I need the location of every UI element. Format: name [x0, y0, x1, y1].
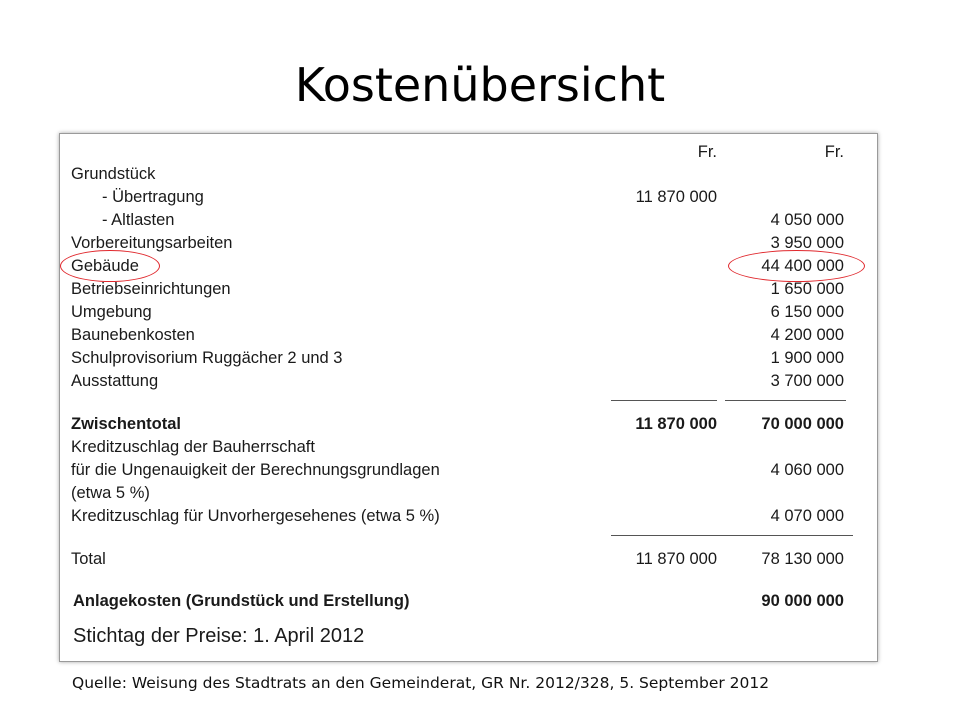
table-row: [60, 459, 877, 482]
column-header-2: Fr.: [824, 143, 844, 161]
row-label: Grundstück: [71, 165, 156, 183]
table-row: [60, 370, 877, 393]
table-row: [60, 163, 877, 186]
row-value-col2: 3 950 000: [770, 234, 844, 252]
row-label: Vorbereitungsarbeiten: [71, 234, 233, 252]
row-value-col2: 1 650 000: [770, 280, 844, 298]
row-label: Zwischentotal: [71, 415, 182, 433]
row-value-col2: 3 700 000: [770, 372, 844, 390]
total-rule: [611, 535, 853, 536]
row-label: Ausstattung: [71, 372, 159, 390]
table-row: [60, 278, 877, 301]
row-label: Gebäude: [71, 257, 139, 275]
row-label: Schulprovisorium Ruggächer 2 und 3: [71, 349, 343, 367]
row-value-col1: 11 870 000: [635, 415, 717, 433]
row-value-col2: 1 900 000: [770, 349, 844, 367]
table-row: [60, 186, 877, 209]
subtotal-rule-col1: [611, 400, 717, 401]
table-row: [60, 505, 877, 528]
row-value-col1: 11 870 000: [635, 188, 717, 206]
row-label: Anlagekosten (Grundstück und Erstellung): [73, 592, 410, 610]
column-header-1: Fr.: [697, 143, 717, 161]
row-value-col2: 4 200 000: [770, 326, 844, 344]
cost-table: [59, 133, 878, 662]
row-label: für die Ungenauigkeit der Berechnungsgrundlagen: [71, 461, 440, 479]
row-value-col2: 4 070 000: [770, 507, 844, 525]
table-row: [60, 209, 877, 232]
table-row-total: [60, 548, 877, 571]
table-row: [60, 324, 877, 347]
source-note: Quelle: Weisung des Stadtrats an den Gemeinderat, GR Nr. 2012/328, 5. September 2012: [72, 674, 770, 692]
row-label: Kreditzuschlag der Bauherrschaft: [71, 438, 315, 456]
row-value-col2: 4 060 000: [770, 461, 844, 479]
highlight-circle-amount: [728, 250, 865, 282]
table-row: [60, 232, 877, 255]
row-label: Umgebung: [71, 303, 152, 321]
slide-title: Kostenübersicht: [294, 58, 666, 112]
row-label: (etwa 5 %): [71, 484, 150, 502]
row-label: - Altlasten: [102, 211, 175, 229]
table-row: [60, 301, 877, 324]
row-value-col1: 11 870 000: [635, 550, 717, 568]
row-label: - Übertragung: [102, 188, 204, 206]
table-row-subtotal: [60, 413, 877, 436]
row-label: Betriebseinrichtungen: [71, 280, 231, 298]
price-date-note: [60, 622, 877, 650]
row-label: Baunebenkosten: [71, 326, 195, 344]
highlight-circle-gebaeude: [60, 250, 160, 282]
table-row-anlagekosten: [60, 590, 877, 613]
table-header-row: [60, 141, 877, 164]
row-value-col2: 4 050 000: [770, 211, 844, 229]
row-value-col2: 70 000 000: [761, 415, 844, 433]
row-label: Kreditzuschlag für Unvorhergesehenes (etwa 5 %): [71, 507, 440, 525]
row-value-col2: 6 150 000: [770, 303, 844, 321]
row-value-col2: 78 130 000: [761, 550, 844, 568]
row-value-col2: 90 000 000: [761, 592, 844, 610]
subtotal-rule-col2: [725, 400, 846, 401]
table-row: [60, 347, 877, 370]
table-row: [60, 436, 877, 459]
price-date-label: Stichtag der Preise: 1. April 2012: [73, 625, 365, 647]
row-value-col2: 44 400 000: [761, 257, 844, 275]
table-row: [60, 482, 877, 505]
row-label: Total: [71, 550, 106, 568]
